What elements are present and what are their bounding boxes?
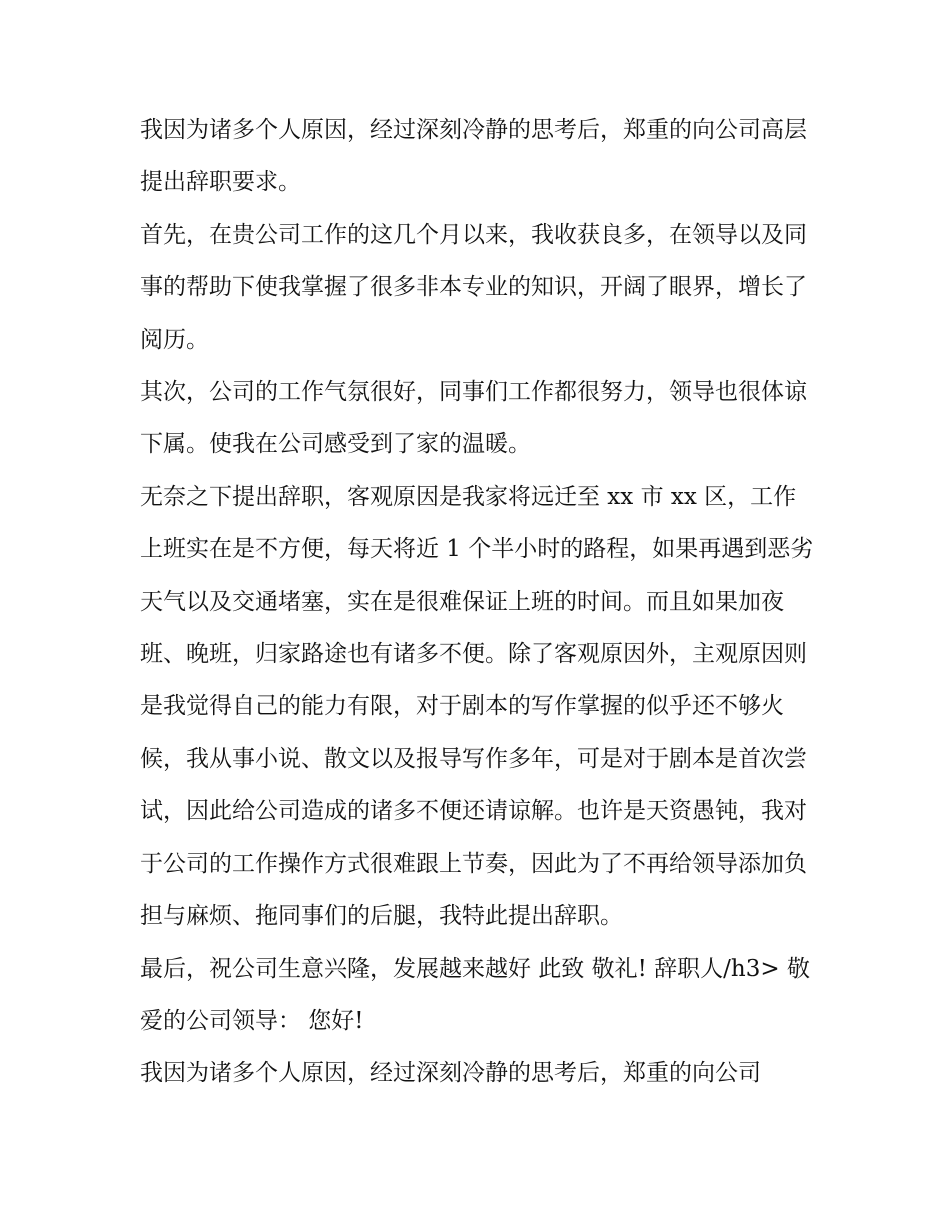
paragraph-work-atmosphere: 其次，公司的工作气氛很好，同事们工作都很努力，领导也很体谅下属。使我在公司感受到了家的温暖。 xyxy=(140,379,807,458)
paragraph-reasons: 无奈之下提出辞职，客观原因是我家将远迁至 xx 市 xx 区，工作上班实在是不方便，每天将近 1 个半小时的路程，如果再遇到恶劣天气以及交通堵塞，实在是很难保证上班的时间。而且如果加夜班、晚班，归家路途也有诸多不便。除了客观原因外，主观原因则是我觉得自己的能力有限，对于剧本的写作掌握的似乎还不够火候，我从事小说、散文以及报导写作多年，可是对于剧本是首次尝试，因此给公司造成的诸多不便还请谅解。也许是天资愚钝，我对于公司的工作操作方式很难跟上节奏，因此为了不再给领导添加负担与麻烦、拖同事们的后腿，我特此提出辞职。 xyxy=(140,483,814,930)
paragraph-resignation-intro: 我因为诸多个人原因，经过深刻冷静的思考后，郑重的向公司高层提出辞职要求。 xyxy=(140,117,807,196)
paragraph-gratitude: 首先，在贵公司工作的这几个月以来，我收获良多，在领导以及同事的帮助下使我掌握了很多非本专业的知识，开阔了眼界，增长了阅历。 xyxy=(140,221,807,353)
document-body xyxy=(140,104,815,1100)
paragraph-repeat-intro: 我因为诸多个人原因，经过深刻冷静的思考后，郑重的向公司 xyxy=(140,1060,761,1087)
paragraph-closing: 最后，祝公司生意兴隆，发展越来越好 此致 敬礼! 辞职人/h3> 敬爱的公司领导： 您好! xyxy=(140,955,810,1034)
